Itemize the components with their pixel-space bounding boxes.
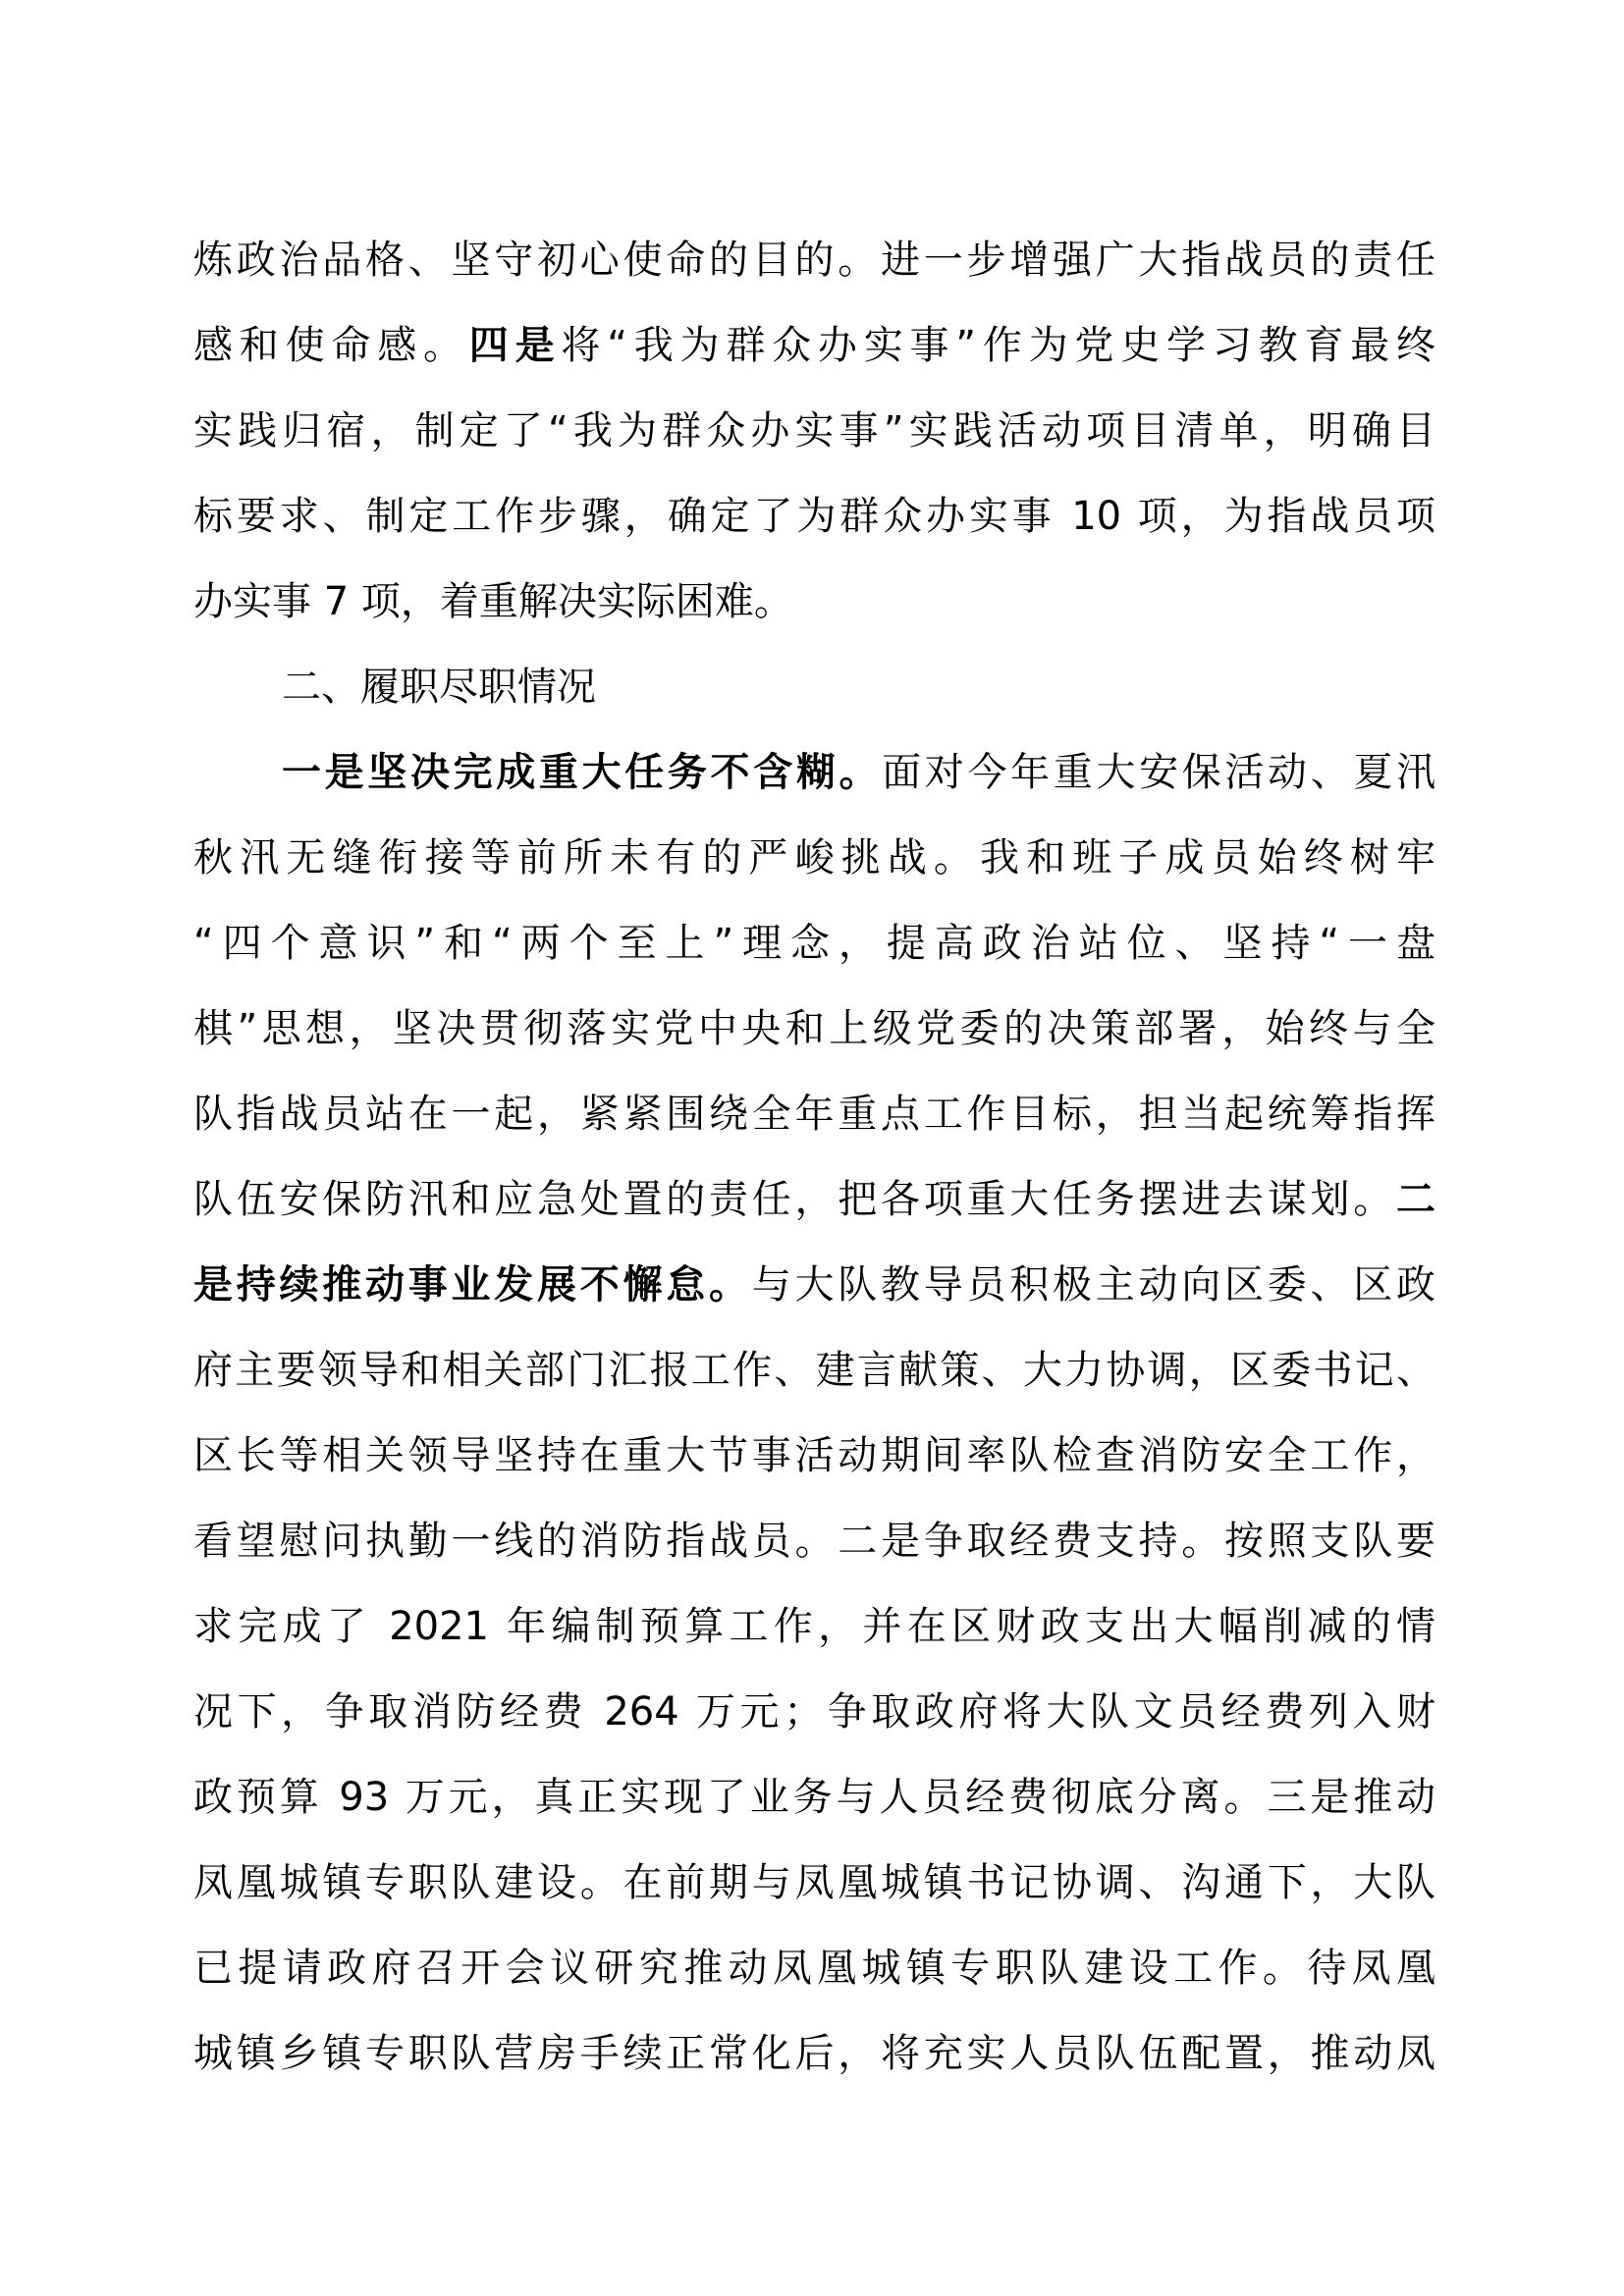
- text-segment: 将“我为群众办实事”作为党史学习教育最终: [561, 323, 1436, 368]
- text-segment: 政预算 93 万元，真正实现了业务与人员经费彻底分离。三是推动: [193, 1775, 1435, 1820]
- text-line: [193, 1414, 1435, 1499]
- text-segment: 标要求、制定工作步骤，确定了为群众办实事 10 项，为指战员项: [193, 494, 1435, 539]
- text-line: [193, 1243, 1435, 1328]
- text-line: [193, 1755, 1435, 1841]
- text-line: [193, 987, 1435, 1072]
- text-segment: 与大队教导员积极主动向区委、区政: [751, 1262, 1435, 1308]
- text-line: [193, 730, 1435, 816]
- text-segment: 办实事 7 项，着重解决实际困难。: [193, 579, 793, 624]
- text-segment: 府主要领导和相关部门汇报工作、建言献策、大力协调，区委书记、: [193, 1348, 1435, 1393]
- text-segment: 二、履职尽职情况: [282, 665, 596, 710]
- document-page: [193, 218, 1435, 2097]
- text-line: [193, 1926, 1435, 2011]
- section-heading: [193, 645, 1435, 730]
- text-line: [193, 1328, 1435, 1414]
- text-segment: 已提请政府召开会议研究推动凤凰城镇专职队建设工作。待凤凰: [193, 1946, 1435, 1991]
- text-segment: 看望慰问执勤一线的消防指战员。二是争取经费支持。按照支队要: [193, 1519, 1435, 1564]
- text-line: [193, 1157, 1435, 1243]
- text-line: [193, 1841, 1435, 1926]
- text-line: [193, 303, 1435, 389]
- text-line: [193, 1072, 1435, 1157]
- text-segment: 炼政治品格、坚守初心使命的目的。进一步增强广大指战员的责任: [193, 238, 1435, 283]
- text-line: [193, 218, 1435, 303]
- text-line: [193, 816, 1435, 901]
- bold-phrase: 一是坚决完成重大任务不含糊。: [282, 750, 883, 795]
- text-segment: 面对今年重大安保活动、夏汛: [882, 750, 1436, 795]
- bold-phrase: 二: [1396, 1177, 1435, 1222]
- text-segment: 队指战员站在一起，紧紧围绕全年重点工作目标，担当起统筹指挥: [193, 1092, 1435, 1137]
- text-segment: 秋汛无缝衔接等前所未有的严峻挑战。我和班子成员始终树牢: [193, 835, 1435, 881]
- text-line: [193, 1584, 1435, 1670]
- text-segment: 感和使命感。: [193, 323, 469, 368]
- text-segment: 城镇乡镇专职队营房手续正常化后，将充实人员队伍配置，推动凤: [193, 2031, 1435, 2076]
- text-segment: 队伍安保防汛和应急处置的责任，把各项重大任务摆进去谋划。: [193, 1177, 1396, 1222]
- text-line: [193, 901, 1435, 987]
- text-line: [193, 560, 1435, 645]
- text-segment: 求完成了 2021 年编制预算工作，并在区财政支出大幅削减的情: [193, 1604, 1435, 1649]
- text-line: [193, 474, 1435, 560]
- text-line: [193, 1670, 1435, 1755]
- text-line: [193, 389, 1435, 474]
- text-segment: 区长等相关领导坚持在重大节事活动期间率队检查消防安全工作，: [193, 1433, 1435, 1478]
- text-line: [193, 2011, 1435, 2097]
- bold-phrase: 四是: [468, 323, 562, 368]
- text-segment: 凤凰城镇专职队建设。在前期与凤凰城镇书记协调、沟通下，大队: [193, 1860, 1435, 1905]
- text-segment: 况下，争取消防经费 264 万元；争取政府将大队文员经费列入财: [193, 1689, 1435, 1735]
- text-segment: 棋”思想，坚决贯彻落实党中央和上级党委的决策部署，始终与全: [193, 1006, 1435, 1051]
- bold-phrase: 是持续推动事业发展不懈怠。: [193, 1262, 752, 1308]
- text-line: [193, 1499, 1435, 1584]
- text-segment: 实践归宿，制定了“我为群众办实事”实践活动项目清单，明确目: [193, 408, 1435, 454]
- text-segment: “四个意识”和“两个至上”理念，提高政治站位、坚持“一盘: [193, 921, 1435, 966]
